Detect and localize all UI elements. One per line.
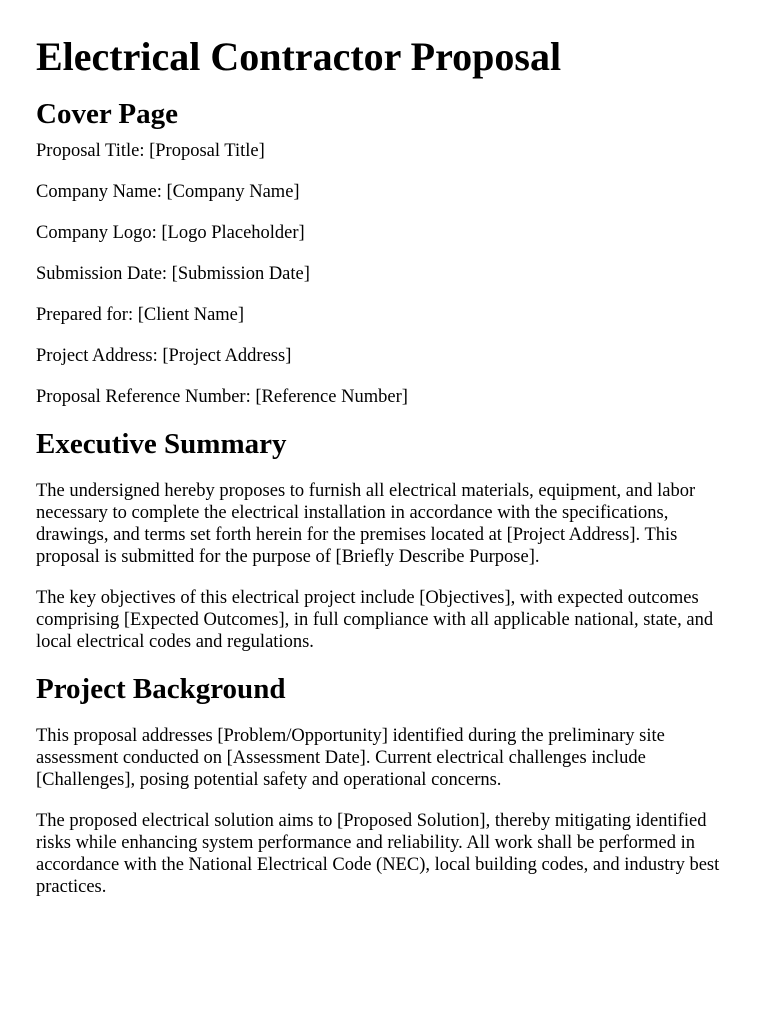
executive-summary-paragraph: The key objectives of this electrical project include [Objectives], with expected outcomes comprising [Expected Outcomes], in full compliance with all applicable national, state, and local electrical codes and regulations. xyxy=(36,588,714,652)
executive-summary-section xyxy=(36,427,734,653)
project-background-section xyxy=(36,672,734,898)
project-background-heading: Project Background xyxy=(36,673,286,705)
proposal-title-field: Proposal Title: [Proposal Title] xyxy=(36,141,265,161)
company-name-field: Company Name: [Company Name] xyxy=(36,182,300,202)
project-background-paragraph: This proposal addresses [Problem/Opportunity] identified during the preliminary site assessment conducted on [Assessment Date]. Current electrical challenges include [Challenges], posing potential safety and operational concerns. xyxy=(36,726,665,790)
submission-date-field: Submission Date: [Submission Date] xyxy=(36,264,310,284)
project-address-field: Project Address: [Project Address] xyxy=(36,346,292,366)
cover-page-heading: Cover Page xyxy=(36,98,178,130)
cover-page-section xyxy=(36,97,734,408)
reference-number-field: Proposal Reference Number: [Reference Number] xyxy=(36,387,408,407)
cover-page-fields xyxy=(36,140,734,408)
project-background-paragraph: The proposed electrical solution aims to [Proposed Solution], thereby mitigating identified risks while enhancing system performance and reliability. All work shall be performed in accordance with the National Electrical Code (NEC), local building codes, and industry best practices. xyxy=(36,811,720,897)
company-logo-field: Company Logo: [Logo Placeholder] xyxy=(36,223,305,243)
executive-summary-heading: Executive Summary xyxy=(36,428,287,460)
prepared-for-field: Prepared for: [Client Name] xyxy=(36,305,245,325)
executive-summary-paragraph: The undersigned hereby proposes to furnish all electrical materials, equipment, and labor necessary to complete the electrical installation in accordance with the specifications, drawings, and terms set forth herein for the premises located at [Project Address]. This proposal is submitted for the purpose of [Briefly Describe Purpose]. xyxy=(36,481,696,567)
document-title: Electrical Contractor Proposal xyxy=(36,34,562,79)
